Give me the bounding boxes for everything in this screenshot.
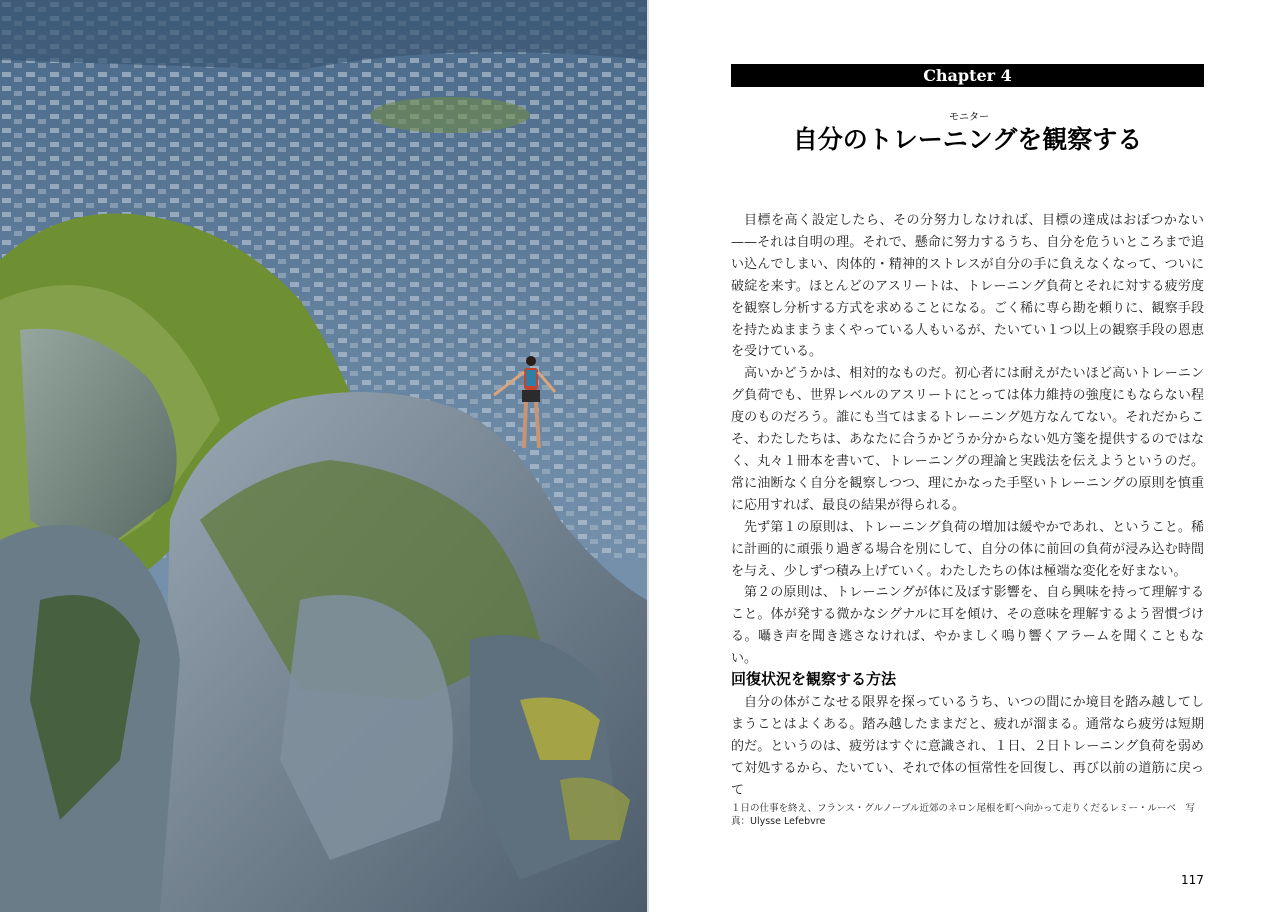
section-body bbox=[731, 692, 1204, 802]
photo-caption: １日の仕事を終え、フランス・グルノーブル近郊のネロン尾根を町へ向かって走りくだるレミー・ルーベ 写真：Ulysse Lefebvre bbox=[731, 803, 1195, 827]
chapter-label: Chapter 4 bbox=[731, 64, 1204, 87]
title-ruby: モニター bbox=[949, 112, 989, 123]
section-paragraph: 自分の体がこなせる限界を探っているうち、いつの間にか境目を踏み越してしまうことはよくある。踏み越したままだと、疲れが溜まる。通常なら疲労は短期的だ。というのは、疲労はすぐに意識され、１日、２日トレーニング負荷を弱めて対処するから、たいてい、それで体の恒常性を回復し、再び以前の道筋に戻って bbox=[731, 695, 1204, 798]
chapter-title: 自分のトレーニングを観察する bbox=[792, 125, 1143, 154]
paragraph-3: 先ず第１の原則は、トレーニング負荷の増加は緩やかであれ、ということ。稀に計画的に頑張り過ぎる場合を別にして、自分の体に前回の負荷が浸み込む時間を与え、少しずつ積み上げていく。わたしたちの体は極端な変化を好まない。 bbox=[731, 519, 1204, 579]
section-heading: 回復状況を観察する方法 bbox=[731, 670, 897, 688]
chapter-title-block bbox=[731, 112, 1204, 156]
body-text bbox=[731, 210, 1204, 670]
paragraph-4: 第２の原則は、トレーニングが体に及ぼす影響を、自ら興味を持って理解すること。体が発する微かなシグナルに耳を傾け、その意味を理解するよう習慣づける。囁き声を聞き逃さなければ、やかましく鳴り響くアラームを聞くこともない。 bbox=[731, 585, 1204, 667]
paragraph-1: 目標を高く設定したら、その分努力しなければ、目標の達成はおぼつかない——それは自明の理。それで、懸命に努力するうち、自分を危ういところまで追い込んでしまい、肉体的・精神的ストレスが自分の手に負えなくなって、ついに破綻を来す。ほとんどのアスリートは、トレーニング負荷とそれに対する疲労度を観察し分析する方式を求めることになる。ごく稀に専ら勘を頼りに、観察手段を持たぬままうまくやっている人もいるが、たいてい１つ以上の観察手段の恩恵を受けている。 bbox=[731, 213, 1204, 360]
page-number: 117 bbox=[1181, 873, 1204, 887]
text-page bbox=[649, 0, 1288, 915]
paragraph-2: 高いかどうかは、相対的なものだ。初心者には耐えがたいほど高いトレーニング負荷でも、世界レベルのアスリートにとっては体力維持の強度にもならない程度のものだろう。誰にも当てはまるトレーニング処方なんてない。それだからこそ、わたしたちは、あなたに合うかどうか分からない処方箋を提供するのではなく、丸々１冊本を書いて、トレーニングの理論と実践法を伝えようというのだ。常に油断なく自分を観察しつつ、理にかなった手堅いトレーニングの原則を慎重に応用すれば、最良の結果が得られる。 bbox=[731, 366, 1204, 513]
